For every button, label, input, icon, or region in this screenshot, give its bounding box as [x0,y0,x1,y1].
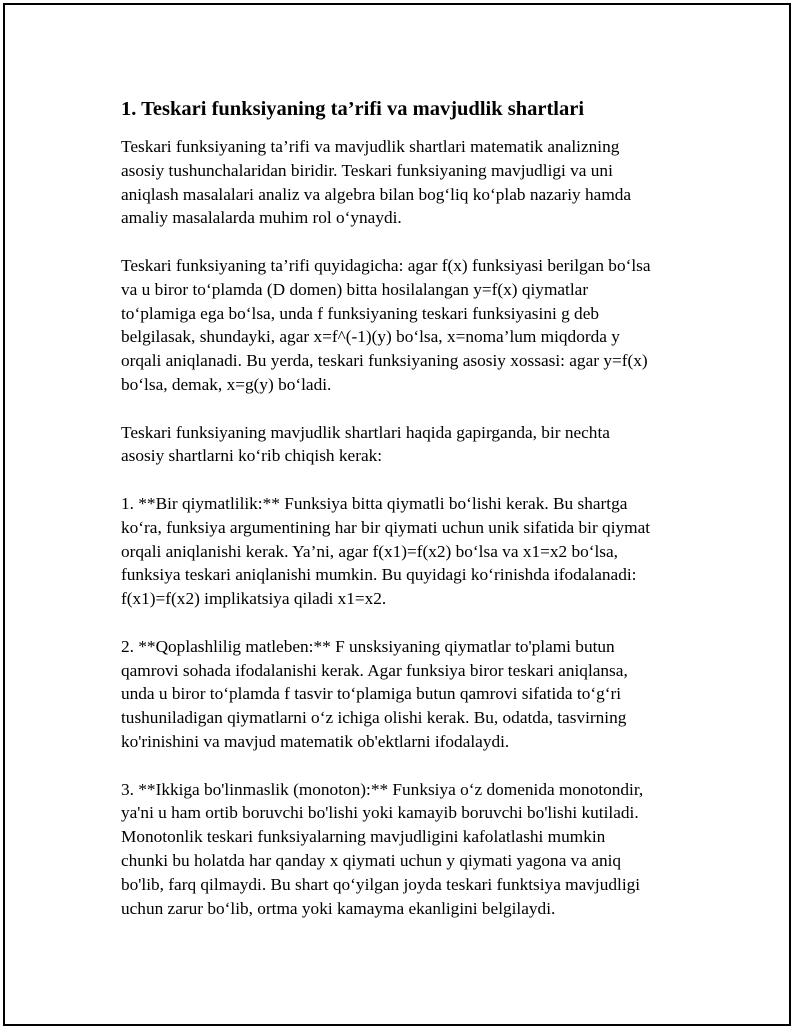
text-line: asosiy shartlarni ko‘rib chiqish kerak: [121,446,383,466]
paragraph-definition [121,254,701,397]
text-line: ko'rinishini va mavjud matematik ob'ektlarni ifodalaydi. [121,731,510,751]
text-line: chunki bu holatda har qanday x qiymati uchun y qiymati yagona va aniq [121,850,622,870]
text-line: ya'ni u ham ortib boruvchi bo'lishi yoki kamayib boruvchi bo'lishi kutiladi. [121,803,639,823]
document-title: 1. Teskari funksiyaning ta’rifi va mavjudlik shartlari [121,98,585,120]
text-line: orqali aniqlanadi. Bu yerda, teskari funksiyaning asosiy xossasi: agar y=f(x) [121,351,648,371]
text-line: 1. **Bir qiymatlilik:** Funksiya bitta qiymatli bo‘lishi kerak. Bu shartga [121,493,628,513]
paragraph-condition-3 [121,778,701,921]
text-line: 3. **Ikkiga bo'linmaslik (monoton):** Funksiya o‘z domenida monotondir, [121,779,644,799]
text-line: f(x1)=f(x2) implikatsiya qiladi x1=x2. [121,589,387,609]
document-body [121,97,701,944]
text-line: amaliy masalalarda muhim rol o‘ynaydi. [121,208,402,228]
text-line: tushuniladigan qiymatlarni o‘z ichiga olishi kerak. Bu, odatda, tasvirning [121,708,627,728]
text-line: Teskari funksiyaning mavjudlik shartlari haqida gapirganda, bir nechta [121,422,610,442]
text-line: uchun zarur bo‘lib, ortma yoki kamayma ekanligini belgilaydi. [121,898,556,918]
text-line: Teskari funksiyaning ta’rifi va mavjudlik shartlari matematik analizning [121,137,620,156]
text-line: ko‘ra, funksiya argumentining har bir qiymati uchun unik sifatida bir qiymat [121,517,651,537]
text-line: qamrovi sohada ifodalanishi kerak. Agar funksiya biror teskari aniqlansa, [121,660,628,680]
text-line: bo‘lsa, demak, x=g(y) bo‘ladi. [121,374,332,394]
text-line: 2. **Qoplashlilig matleben:** F unsksiyaning qiymatlar to'plami butun [121,636,615,656]
text-line: to‘plamiga ega bo‘lsa, unda f funksiyaning teskari funksiyasini g deb [121,303,600,323]
text-line: Teskari funksiyaning ta’rifi quyidagicha: agar f(x) funksiyasi berilgan bo‘lsa [121,255,651,275]
paragraph-conditions-intro [121,421,701,469]
text-line: bo'lib, farq qilmaydi. Bu shart qo‘yilgan joyda teskari funktsiya mavjudligi [121,874,641,894]
text-line: asosiy tushunchalaridan biridir. Teskari funksiyaning mavjudligi va uni [121,160,613,180]
text-line: unda u biror to‘plamda f tasvir to‘plamiga butun qamrovi sifatida to‘g‘ri [121,684,622,704]
page-frame [3,3,791,1026]
text-line: Monotonlik teskari funksiyalarning mavjudligini kafolatlashi mumkin [121,827,606,847]
paragraph-intro [121,135,701,230]
text-line: orqali aniqlanishi kerak. Ya’ni, agar f(x1)=f(x2) bo‘lsa va x1=x2 bo‘lsa, [121,541,618,561]
text-line: belgilasak, shundayki, agar x=f^(-1)(y) bo‘lsa, x=noma’lum miqdorda y [121,327,620,347]
paragraph-condition-2 [121,635,701,754]
text-line: funksiya teskari aniqlanishi mumkin. Bu quyidagi ko‘rinishda ifodalanadi: [121,565,637,585]
text-line: aniqlash masalalari analiz va algebra bilan bog‘liq ko‘plab nazariy hamda [121,184,632,204]
text-line: va u biror to‘plamda (D domen) bitta hosilalangan y=f(x) qiymatlar [121,279,589,299]
paragraph-condition-1 [121,492,701,611]
